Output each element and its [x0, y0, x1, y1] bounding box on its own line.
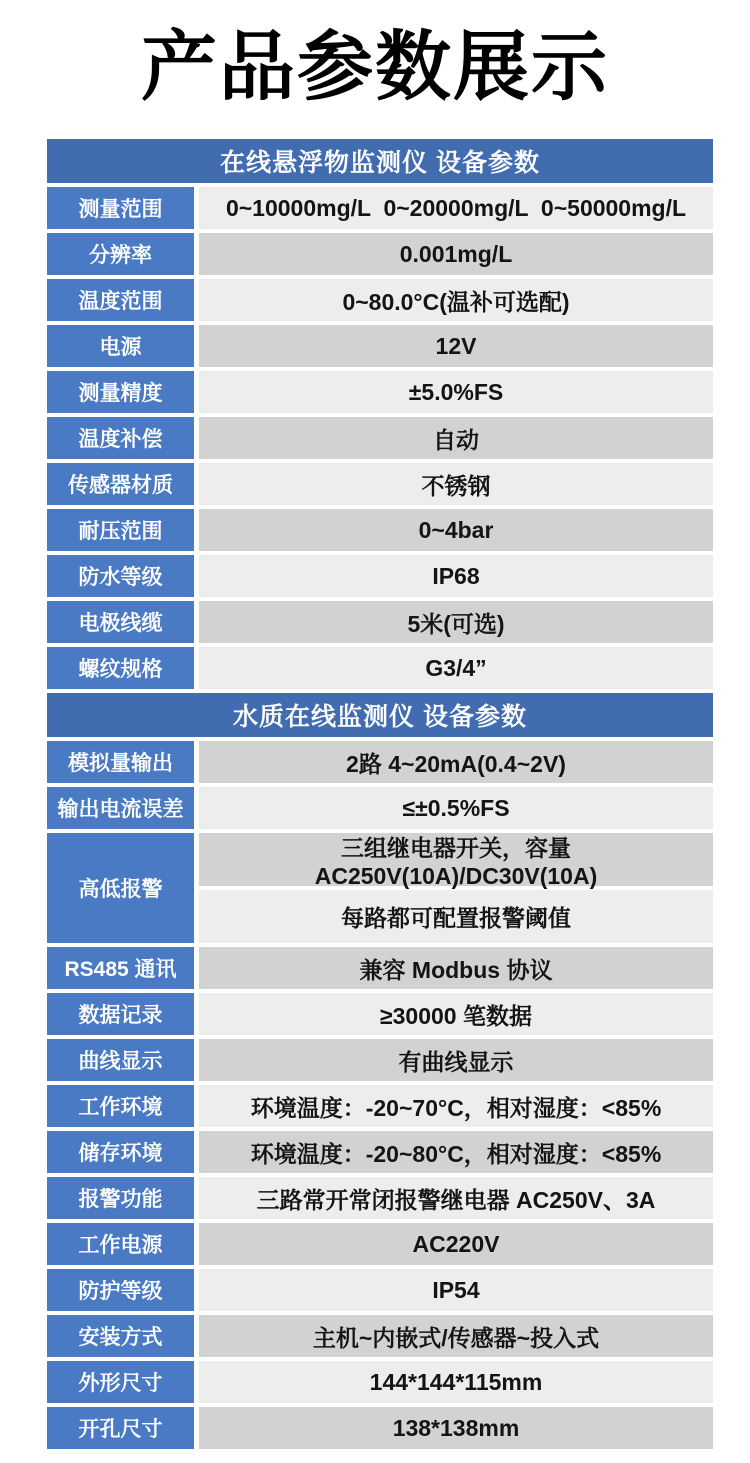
- table-row: [47, 787, 713, 829]
- spec-label-cell: 防水等级: [47, 555, 194, 597]
- spec-label-cell: 电极线缆: [47, 601, 194, 643]
- spec-value-cell: 三组继电器开关，容量 AC250V(10A)/DC30V(10A): [199, 833, 713, 886]
- spec-value-cell: 每路都可配置报警阈值: [199, 890, 713, 943]
- spec-label-cell: 电源: [47, 325, 194, 367]
- spec-label-cell: 传感器材质: [47, 463, 194, 505]
- spec-value-stack: [199, 233, 713, 275]
- spec-value-cell: 0.001mg/L: [199, 233, 713, 275]
- spec-value-cell: IP54: [199, 1269, 713, 1311]
- table-row: [47, 833, 713, 943]
- page-title: 产品参数展示: [141, 25, 609, 110]
- table-row: [47, 993, 713, 1035]
- spec-value-stack: [199, 417, 713, 459]
- spec-label-cell: 工作环境: [47, 1085, 194, 1127]
- spec-value-cell: AC220V: [199, 1223, 713, 1265]
- spec-value-stack: [199, 509, 713, 551]
- spec-value-stack: [199, 1269, 713, 1311]
- table-row: [47, 417, 713, 459]
- spec-value-cell: 0~80.0°C(温补可选配): [199, 279, 713, 321]
- spec-section: [47, 693, 713, 1449]
- spec-label-cell: 防护等级: [47, 1269, 194, 1311]
- spec-label-cell: 数据记录: [47, 993, 194, 1035]
- spec-value-stack: [199, 741, 713, 783]
- table-row: [47, 1407, 713, 1449]
- table-row: [47, 555, 713, 597]
- spec-value-stack: [199, 1131, 713, 1173]
- spec-value-cell: 144*144*115mm: [199, 1361, 713, 1403]
- spec-value-stack: [199, 463, 713, 505]
- spec-value-stack: [199, 993, 713, 1035]
- table-row: [47, 1131, 713, 1173]
- spec-value-cell: 三路常开常闭报警继电器 AC250V、3A: [199, 1177, 713, 1219]
- spec-value-stack: [199, 371, 713, 413]
- spec-value-stack: [199, 1361, 713, 1403]
- table-row: [47, 1315, 713, 1357]
- spec-label-cell: 模拟量输出: [47, 741, 194, 783]
- spec-label-cell: 外形尺寸: [47, 1361, 194, 1403]
- spec-label-cell: 螺纹规格: [47, 647, 194, 689]
- spec-value-cell: 主机~内嵌式/传感器~投入式: [199, 1315, 713, 1357]
- section-rows: [47, 741, 713, 1449]
- spec-value-stack: [199, 325, 713, 367]
- spec-label-cell: 高低报警: [47, 833, 194, 943]
- spec-value-cell: IP68: [199, 555, 713, 597]
- table-row: [47, 647, 713, 689]
- table-row: [47, 947, 713, 989]
- spec-label-cell: 储存环境: [47, 1131, 194, 1173]
- spec-value-stack: [199, 787, 713, 829]
- spec-label-cell: 曲线显示: [47, 1039, 194, 1081]
- spec-value-stack: [199, 187, 713, 229]
- spec-value-cell: 2路 4~20mA(0.4~2V): [199, 741, 713, 783]
- spec-value-stack: [199, 279, 713, 321]
- spec-value-stack: [199, 1177, 713, 1219]
- spec-value-cell: 自动: [199, 417, 713, 459]
- spec-value-cell: 138*138mm: [199, 1407, 713, 1449]
- spec-label-cell: 安装方式: [47, 1315, 194, 1357]
- spec-label-cell: RS485 通讯: [47, 947, 194, 989]
- spec-value-cell: 环境温度：-20~80°C，相对湿度：<85%: [199, 1131, 713, 1173]
- spec-label-cell: 温度范围: [47, 279, 194, 321]
- spec-label-cell: 工作电源: [47, 1223, 194, 1265]
- table-row: [47, 371, 713, 413]
- spec-value-stack: [199, 1407, 713, 1449]
- spec-value-stack: [199, 947, 713, 989]
- spec-value-cell: 12V: [199, 325, 713, 367]
- table-row: [47, 463, 713, 505]
- section-header: 水质在线监测仪 设备参数: [47, 693, 713, 737]
- table-row: [47, 279, 713, 321]
- spec-value-cell: 有曲线显示: [199, 1039, 713, 1081]
- spec-label-cell: 测量精度: [47, 371, 194, 413]
- spec-value-cell: 0~10000mg/L 0~20000mg/L 0~50000mg/L: [199, 187, 713, 229]
- table-row: [47, 1223, 713, 1265]
- table-row: [47, 325, 713, 367]
- spec-value-stack: [199, 833, 713, 943]
- table-row: [47, 233, 713, 275]
- section-header: 在线悬浮物监测仪 设备参数: [47, 139, 713, 183]
- table-row: [47, 187, 713, 229]
- spec-value-stack: [199, 1223, 713, 1265]
- spec-value-cell: 0~4bar: [199, 509, 713, 551]
- spec-value-stack: [199, 1085, 713, 1127]
- spec-label-cell: 温度补偿: [47, 417, 194, 459]
- table-row: [47, 1361, 713, 1403]
- spec-label-cell: 输出电流误差: [47, 787, 194, 829]
- spec-label-cell: 报警功能: [47, 1177, 194, 1219]
- spec-value-stack: [199, 1039, 713, 1081]
- table-row: [47, 601, 713, 643]
- spec-value-stack: [199, 1315, 713, 1357]
- table-row: [47, 1039, 713, 1081]
- spec-label-cell: 分辨率: [47, 233, 194, 275]
- spec-value-cell: ≤±0.5%FS: [199, 787, 713, 829]
- table-row: [47, 1177, 713, 1219]
- spec-value-cell: G3/4”: [199, 647, 713, 689]
- spec-value-stack: [199, 555, 713, 597]
- spec-value-cell: 兼容 Modbus 协议: [199, 947, 713, 989]
- spec-table: [47, 139, 713, 1449]
- spec-label-cell: 开孔尺寸: [47, 1407, 194, 1449]
- spec-section: [47, 139, 713, 689]
- spec-label-cell: 耐压范围: [47, 509, 194, 551]
- spec-value-cell: 5米(可选): [199, 601, 713, 643]
- table-row: [47, 741, 713, 783]
- spec-value-cell: ≥30000 笔数据: [199, 993, 713, 1035]
- spec-value-cell: 环境温度：-20~70°C，相对湿度：<85%: [199, 1085, 713, 1127]
- table-row: [47, 509, 713, 551]
- spec-value-cell: 不锈钢: [199, 463, 713, 505]
- section-rows: [47, 187, 713, 689]
- spec-value-stack: [199, 647, 713, 689]
- spec-value-stack: [199, 601, 713, 643]
- table-row: [47, 1269, 713, 1311]
- table-row: [47, 1085, 713, 1127]
- spec-label-cell: 测量范围: [47, 187, 194, 229]
- spec-value-cell: ±5.0%FS: [199, 371, 713, 413]
